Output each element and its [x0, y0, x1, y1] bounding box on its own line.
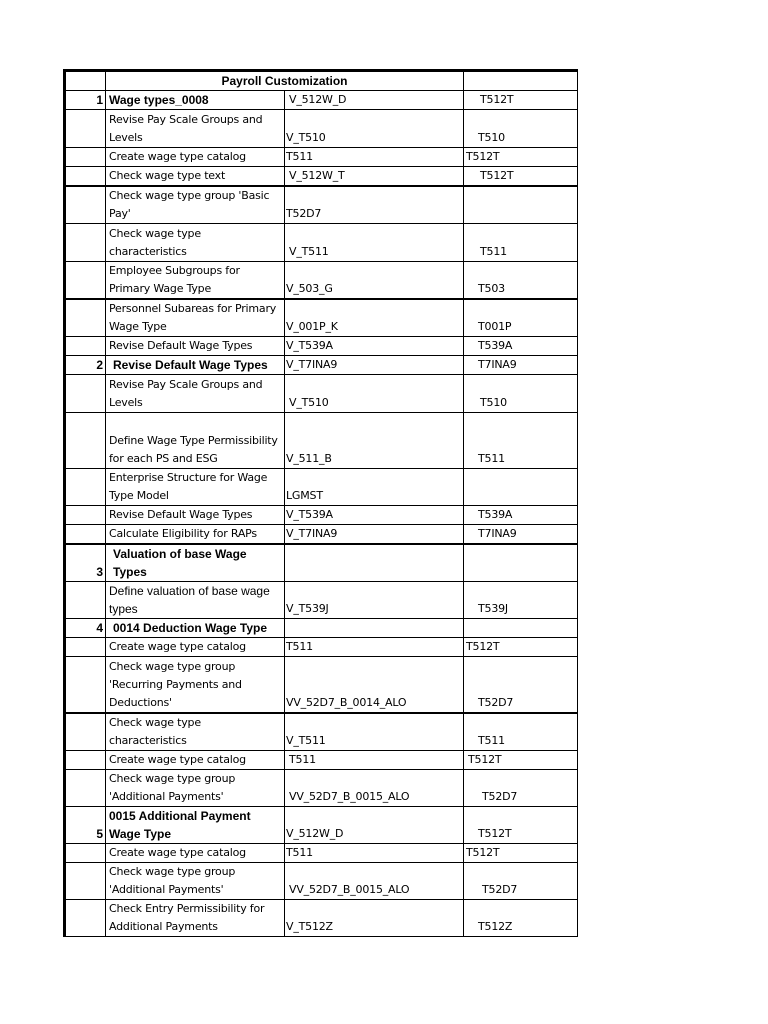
row-number-cell[interactable]	[65, 110, 106, 148]
description-cell[interactable]: Define Wage Type Permissibility for each PS and ESG	[106, 413, 285, 469]
table-name-cell[interactable]: T512T	[464, 638, 578, 657]
transaction-code-cell[interactable]: V_T512Z	[285, 899, 464, 936]
transaction-code-cell[interactable]: V_T7INA9	[285, 356, 464, 375]
table-row	[65, 91, 578, 110]
description-cell[interactable]: Create wage type catalog	[106, 638, 285, 657]
payroll-table	[63, 71, 578, 937]
row-number-cell[interactable]	[65, 413, 106, 469]
table-name-cell[interactable]: T52D7	[464, 862, 578, 899]
transaction-code-cell[interactable]: V_T7INA9	[285, 525, 464, 545]
description-cell[interactable]: Valuation of base Wage Types	[106, 544, 285, 582]
transaction-code-cell[interactable]: V_512W_T	[285, 167, 464, 187]
row-number-cell[interactable]	[65, 224, 106, 262]
transaction-code-cell[interactable]: V_512W_D	[285, 806, 464, 843]
table-name-cell[interactable]: T512T	[464, 91, 578, 110]
description-cell[interactable]: Check wage type group 'Basic Pay'	[106, 186, 285, 224]
row-number-cell[interactable]	[65, 262, 106, 300]
description-cell[interactable]: Create wage type catalog	[106, 148, 285, 167]
description-cell[interactable]: Wage types_0008	[106, 91, 285, 110]
description-cell[interactable]: Enterprise Structure for Wage Type Model	[106, 469, 285, 506]
table-name-cell[interactable]: T512T	[464, 167, 578, 187]
transaction-code-cell[interactable]: V_T539A	[285, 506, 464, 525]
transaction-code-cell[interactable]: T511	[285, 750, 464, 769]
table-row	[65, 224, 578, 262]
description-cell[interactable]: Create wage type catalog	[106, 843, 285, 862]
row-number-cell[interactable]	[65, 375, 106, 413]
table-name-cell[interactable]: T52D7	[464, 657, 578, 713]
description-cell[interactable]: 0015 Additional Payment Wage Type	[106, 806, 285, 843]
row-number-cell[interactable]: 1	[65, 91, 106, 110]
transaction-code-cell[interactable]: T511	[285, 843, 464, 862]
description-cell[interactable]: Check wage type characteristics	[106, 713, 285, 751]
row-number-cell[interactable]	[65, 525, 106, 545]
table-row	[65, 375, 578, 413]
table-name-cell[interactable]: T512T	[464, 806, 578, 843]
transaction-code-cell[interactable]: V_503_G	[285, 262, 464, 300]
table-row	[65, 638, 578, 657]
row-number-cell[interactable]	[65, 167, 106, 187]
transaction-code-cell[interactable]: VV_52D7_B_0015_ALO	[285, 862, 464, 899]
table-row	[65, 769, 578, 806]
table-body	[65, 72, 578, 937]
table-row	[65, 582, 578, 619]
table-name-cell[interactable]: T512T	[464, 148, 578, 167]
row-number-cell[interactable]	[65, 186, 106, 224]
transaction-code-cell[interactable]: V_T510	[285, 375, 464, 413]
table-row	[65, 167, 578, 187]
row-number-cell[interactable]	[65, 299, 106, 337]
table-name-cell[interactable]: T512T	[464, 750, 578, 769]
table-name-cell[interactable]: T52D7	[464, 769, 578, 806]
table-row	[65, 506, 578, 525]
table-name-cell[interactable]: T7INA9	[464, 356, 578, 375]
table-row	[65, 713, 578, 751]
description-cell[interactable]: Employee Subgroups for Primary Wage Type	[106, 262, 285, 300]
description-cell[interactable]: Create wage type catalog	[106, 750, 285, 769]
table-name-cell[interactable]: T7INA9	[464, 525, 578, 545]
row-number-cell[interactable]: 4	[65, 619, 106, 638]
row-number-cell[interactable]	[65, 769, 106, 806]
description-cell[interactable]: Revise Pay Scale Groups and Levels	[106, 375, 285, 413]
description-cell[interactable]: Revise Pay Scale Groups and Levels	[106, 110, 285, 148]
description-cell[interactable]: Check Entry Permissibility for Additional Payments	[106, 899, 285, 936]
table-name-cell[interactable]: T512T	[464, 843, 578, 862]
transaction-code-cell[interactable]: V_T539A	[285, 337, 464, 356]
table-name-cell[interactable]	[464, 186, 578, 224]
title-num-cell[interactable]	[65, 72, 106, 91]
spreadsheet	[63, 69, 578, 937]
table-row	[65, 843, 578, 862]
table-name-cell[interactable]	[464, 469, 578, 506]
title-table-cell[interactable]	[464, 72, 578, 91]
description-cell[interactable]: Check wage type group 'Additional Payments'	[106, 769, 285, 806]
table-row	[65, 525, 578, 545]
table-row	[65, 356, 578, 375]
row-number-cell[interactable]	[65, 337, 106, 356]
row-number-cell[interactable]: 3	[65, 544, 106, 582]
row-number-cell[interactable]	[65, 843, 106, 862]
table-name-cell[interactable]: T511	[464, 713, 578, 751]
table-row	[65, 619, 578, 638]
table-name-cell[interactable]: T511	[464, 413, 578, 469]
table-name-cell[interactable]: T512Z	[464, 899, 578, 936]
table-name-cell[interactable]: T001P	[464, 299, 578, 337]
table-row	[65, 148, 578, 167]
description-cell[interactable]: Personnel Subareas for Primary Wage Type	[106, 299, 285, 337]
table-name-cell[interactable]	[464, 619, 578, 638]
transaction-code-cell[interactable]	[285, 544, 464, 582]
description-cell[interactable]: Check wage type group 'Additional Payments'	[106, 862, 285, 899]
transaction-code-cell[interactable]	[285, 619, 464, 638]
description-cell[interactable]: Check wage type group 'Recurring Payments and Deductions'	[106, 657, 285, 713]
table-row	[65, 469, 578, 506]
description-cell[interactable]: Check wage type text	[106, 167, 285, 187]
transaction-code-cell[interactable]: VV_52D7_B_0015_ALO	[285, 769, 464, 806]
description-cell[interactable]: 0014 Deduction Wage Type	[106, 619, 285, 638]
transaction-code-cell[interactable]: T52D7	[285, 186, 464, 224]
transaction-code-cell[interactable]: T511	[285, 148, 464, 167]
transaction-code-cell[interactable]: V_T511	[285, 713, 464, 751]
transaction-code-cell[interactable]: V_001P_K	[285, 299, 464, 337]
row-number-cell[interactable]	[65, 862, 106, 899]
transaction-code-cell[interactable]: VV_52D7_B_0014_ALO	[285, 657, 464, 713]
description-cell[interactable]: Define valuation of base wage types	[106, 582, 285, 619]
description-cell[interactable]: Revise Default Wage Types	[106, 356, 285, 375]
table-name-cell[interactable]: T539A	[464, 337, 578, 356]
table-row	[65, 337, 578, 356]
description-cell[interactable]: Check wage type characteristics	[106, 224, 285, 262]
table-name-cell[interactable]: T503	[464, 262, 578, 300]
row-number-cell[interactable]	[65, 582, 106, 619]
table-name-cell[interactable]: T511	[464, 224, 578, 262]
row-number-cell[interactable]	[65, 750, 106, 769]
table-name-cell[interactable]	[464, 544, 578, 582]
table-row	[65, 299, 578, 337]
row-number-cell[interactable]: 5	[65, 806, 106, 843]
table-name-cell[interactable]: T510	[464, 110, 578, 148]
table-row	[65, 750, 578, 769]
row-number-cell[interactable]	[65, 657, 106, 713]
transaction-code-cell[interactable]: T511	[285, 638, 464, 657]
transaction-code-cell[interactable]: V_T511	[285, 224, 464, 262]
table-row	[65, 544, 578, 582]
description-cell[interactable]: Revise Default Wage Types	[106, 506, 285, 525]
row-number-cell[interactable]	[65, 506, 106, 525]
transaction-code-cell[interactable]: V_T539J	[285, 582, 464, 619]
title-row	[65, 72, 578, 91]
description-cell[interactable]: Revise Default Wage Types	[106, 337, 285, 356]
row-number-cell[interactable]	[65, 638, 106, 657]
table-name-cell[interactable]: T539A	[464, 506, 578, 525]
transaction-code-cell[interactable]: LGMST	[285, 469, 464, 506]
page-title[interactable]: Payroll Customization	[106, 72, 464, 91]
table-row	[65, 806, 578, 843]
row-number-cell[interactable]	[65, 713, 106, 751]
description-cell[interactable]: Calculate Eligibility for RAPs	[106, 525, 285, 545]
table-name-cell[interactable]: T539J	[464, 582, 578, 619]
table-row	[65, 413, 578, 469]
row-number-cell[interactable]	[65, 469, 106, 506]
table-row	[65, 110, 578, 148]
table-row	[65, 262, 578, 300]
transaction-code-cell[interactable]: V_512W_D	[285, 91, 464, 110]
row-number-cell[interactable]: 2	[65, 356, 106, 375]
transaction-code-cell[interactable]: V_511_B	[285, 413, 464, 469]
table-row	[65, 862, 578, 899]
table-row	[65, 186, 578, 224]
row-number-cell[interactable]	[65, 899, 106, 936]
table-row	[65, 657, 578, 713]
transaction-code-cell[interactable]: V_T510	[285, 110, 464, 148]
table-name-cell[interactable]: T510	[464, 375, 578, 413]
row-number-cell[interactable]	[65, 148, 106, 167]
table-row	[65, 899, 578, 936]
